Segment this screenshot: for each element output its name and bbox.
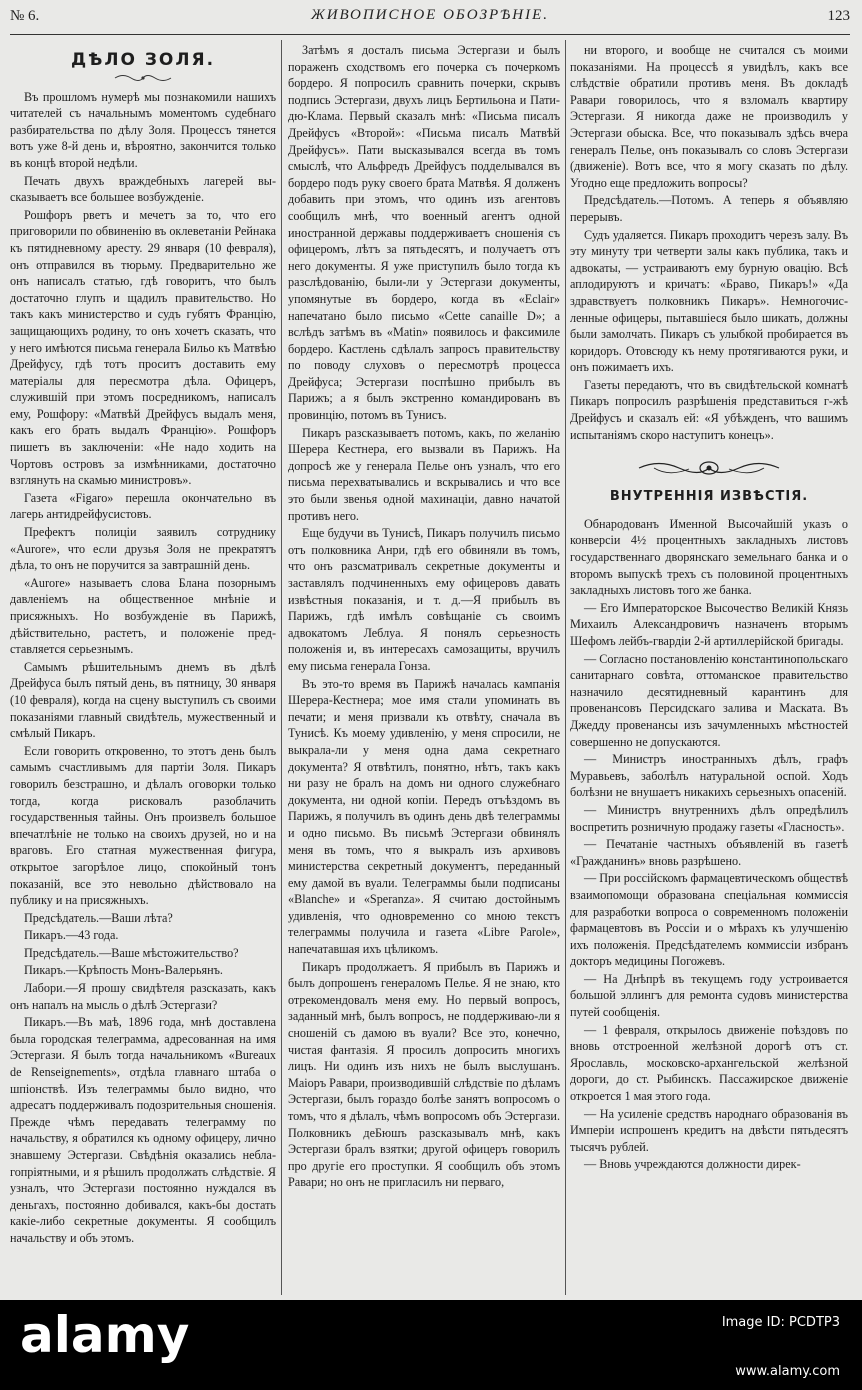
paragraph: Судъ удаляется. Пикаръ проходитъ черезъ залу. Въ эту минуту три четверти залы какъ публика, такъ и адвокаты, — устраиваютъ ему бурную овацію. Всѣ аплодируютъ и кричатъ: «Браво, Пикаръ!» «Да здравствуетъ полковникъ Пикаръ». Немногочисленные офицеры, пытавшіеся было шикать, должны были замолчать. Пикаръ съ улыбкой пробирается въ коридоръ. Отовсюду къ нему протягиваются руки, и онъ пожимаетъ ихъ. [570,227,848,375]
scroll-ornament-icon [113,73,173,83]
paragraph: Еще будучи въ Тунисѣ, Пикаръ получилъ письмо отъ полковника Анри, гдѣ его обвиняли въ томъ, что онъ разсматривалъ секретные документы и заставлялъ подчиненныхъ ему офицеровъ давать извѣстныя показанія, и т. д.—Я прибылъ въ Парижъ, гдѣ имѣлъ совѣщаніе съ своимъ адвокатомъ Леблуа. Я понялъ серьезность положенія и, въ интересахъ самозащиты, вручилъ ему письма генерала Гонза. [288,526,560,673]
paragraph: — Согласно постановленію константинопольскаго санитарнаго совѣта, оттоманское правительство назначило десятидневный карантинъ для провенансовъ Персидскаго залива и Маската. Въ Джедду провенансы изъ зачумленныхъ мѣстностей совершенно не допускаются. [570,651,848,749]
floral-divider-icon [634,457,784,479]
article-body [570,42,848,443]
paragraph: Газета «Figaro» перешла окончательно въ лагерь антидрейфусистовъ. [10,490,276,522]
paragraph: Въ прошломъ нумерѣ мы познакомили нашихъ читателей съ начальнымъ моментомъ судебнаго разбирательства по дѣлу Золя. Процессъ тянется вотъ уже 8-й день и, вѣроятно, закончится только въ концѣ второй недѣли. [10,89,276,170]
column-divider [565,40,566,1295]
paragraph: — Вновь учреждаются должности дирек- [584,1157,801,1172]
paragraph: Префектъ полиціи заявилъ сотруднику «Aurore», что если друзья Золя не прекратятъ дѣла, то онъ не поручится за завтрашній день. [10,525,276,573]
paragraph: «Aurore» называетъ слова Блана позорнымъ давленіемъ на общественное мнѣніе и присяжныхъ. Но возбужденіе въ Парижѣ, дѣйствительно, растетъ, и положеніе представляется серьезнымъ. [10,575,276,657]
article-body [288,42,560,1191]
paragraph: Обнародованъ Именной Высочайшій указъ о конверсіи 4½ процентныхъ закладныхъ листовъ государственнаго дворянскаго земельнаго банка и о второмъ выпускѣ трехъ съ половиной процентныхъ закладныхъ листовъ того же банка. [570,516,848,598]
column-3 [570,42,848,1292]
paragraph: Самымъ рѣшительнымъ днемъ въ дѣлѣ Дрейфуса былъ пятый день, въ пятницу, 30 января (10 февраля), когда на сцену выступилъ съ своими показаніями главный свидѣтель, мужественный и смѣлый Пикаръ. [10,659,276,741]
paragraph: Газеты передаютъ, что въ свидѣтельской комнатѣ Пикаръ попросилъ разрѣшенія представиться г-жѣ Дрейфусъ и сказалъ ей: «Я убѣжденъ, что вашимъ испытаніямъ скоро наступитъ конецъ». [570,377,848,442]
paragraph: Пикаръ.—43 года. [24,928,119,943]
paragraph: Рошфоръ рветъ и мечетъ за то, что его приговорили по обвиненію въ оклеветаніи Рейнака къ пятидневному аресту. 29 января (10 февраля), онъ отправился въ тюрьму. Предварительно же онъ написалъ статью, гдѣ говоритъ, что былъ достаточно глупъ и щадилъ правительство. Но такъ какъ министерство и судъ губятъ Францію, защищающихъ родину, то онъ хочетъ сказать, что у него имѣются письма генерала Бильо къ Матвѣю Дрейфусу, гдѣ тотъ проситъ доставить ему матеріалы для пересмотра дѣла. Офицеръ, служившій при этомъ посредникомъ, написалъ ему, Рошфору: «Матвѣй Дрейфусъ выдалъ меня, какъ его брать выдалъ Францію». Рошфоръ пишетъ въ заключеніи: «Не надо ходить на Чортовъ островъ за измѣнниками, достаточно взглянуть на скамью министровъ». [10,207,276,488]
paragraph: — На усиленіе средствъ народнаго образованія въ Имперіи испрошенъ кредитъ на двѣсти пятьдесятъ тысячъ рублей. [570,1106,848,1154]
paragraph: Предсѣдатель.—Ваши лѣта? [24,910,173,925]
paragraph: Затѣмъ я досталъ письма Эстергази и былъ пораженъ сходствомъ его почерка съ почеркомъ бордеро. Я попросилъ сравнить почерки, скрывъ подпись Эстергази, двухъ лицъ Бертильона и Пати-дю-Клама. Первый сказалъ мнѣ: «Письма писалъ Дрейфусъ «Второй»: «Письма писалъ Матвѣй Дрейфусъ». Пати высказывался всегда въ томъ смыслѣ, что Альфредъ Дрейфусъ подделывался въ бордеро подъ руку своего брата Матвѣя. Я долженъ добавить при этомъ, что одинъ изъ агентовъ сообщилъ мнѣ, что военный агентъ одной иностранной державы поддерживаетъ сношенія съ офицеромъ, лѣтъ за пятьдесятъ, и получаетъ отъ него документы. Я уже приступилъ было тогда къ разслѣдованію, были-ли у Эстергази документы, упомянутые въ бордеро, когда въ «Eclair» напечатано было письмо «Cette canaille D»; а вслѣдъ затѣмъ въ «Matin» появилось и факсимиле бордеро. Кастлень сдѣлалъ запросъ правительству по поводу слуховъ о пересмотрѣ процесса Дрейфуса; Эстергази поспѣшно прибылъ въ Парижъ; а я былъ экстренно командированъ въ провинцію, потомъ въ Тунисъ. [288,43,560,423]
alamy-logo: alamy [20,1306,190,1364]
paragraph: Пикаръ.—Въ маѣ, 1896 года, мнѣ доставлена была городская телеграмма, адресованная на имя Эстергази. Я былъ тогда начальникомъ «Bureaux de Renseignements», отдѣла главнаго штаба о шпіонствѣ. Изъ телеграммы было видно, что адресатъ поддерживалъ подозрительныя сношенія. Прежде чѣмъ передавать телеграмму по начальству, я обратился къ одному офицеру, лично знавшему Эстергази. Свѣдѣнія оказались неблагопріятными, и я рѣшилъ продолжать слѣдствіе. Я узналъ, что Эстергази постоянно нуждался въ деньгахъ, постоянно добивался, какъ-бы достать какіе-либо секретные документы. Я сообщилъ начальству и объ этомъ. [10,1015,276,1245]
paragraph: Печать двухъ враждебныхъ лагерей высказываетъ все большее возбужденіе. [10,173,276,205]
paragraph: Лабори.—Я прошу свидѣтеля разсказать, какъ онъ напалъ на мысль о дѣлѣ Эстергази? [10,981,276,1012]
paragraph: — 1 февраля, открылось движеніе поѣздовъ по вновь отстроенной желѣзной дорогѣ отъ ст. Ярославль, московско-архангельской желѣзной дороги, до ст. Рыбинскъ. Пассажирское движеніе откроется 1 мая этого года. [570,1022,848,1104]
issue-number: № 6. [10,8,40,24]
paragraph: — Министръ иностранныхъ дѣлъ, графъ Муравьевъ, заболѣлъ натуральной оспой. Ходъ болѣзни не внушаетъ никакихъ серьезныхъ опасеній. [570,752,848,800]
column-2 [288,42,560,1292]
paragraph: — На Днѣпрѣ въ текущемъ году устроивается большой эллингъ для ремонта судовъ министерства путей сообщенія. [570,971,848,1020]
paragraph: ни второго, и вообще не считался съ моими показаніями. На процессѣ я увидѣлъ, какъ все слѣдствіе обратили противъ меня. Въ докладѣ Равари говорилось, что я взломалъ квартиру Эстергази. Я никогда даже не производилъ у Эстергази обыска. Все, что показывалъ здѣсь вчера генералъ Пелье, онъ показывалъ со словъ Эстергази (движеніе). Вотъ все, что я могу сказать по дѣлу. Угодно еще предложить вопросы? [570,43,848,190]
journal-title: ЖИВОПИСНОЕ ОБОЗРѢНІЕ. [310,7,550,23]
article-title: ДѢЛО ЗОЛЯ. [70,50,216,70]
image-id-text: Image ID: PCDTP3 [721,1315,840,1330]
paragraph: — Министръ внутреннихъ дѣлъ опредѣлилъ воспретить розничную продажу газеты «Гласность». [570,802,848,834]
column-divider [281,40,282,1295]
paragraph: Въ это-то время въ Парижѣ началась кампанія Шерера-Кестнера; мое имя стали упоминать въ печати; и меня призвали къ отвѣту, сначала въ Тунисѣ. Къ моему удивленію, у меня спросили, не выкрала-ли у меня одна дама секретнаго документа? Я отвѣтилъ, понятно, нѣтъ, такъ какъ ни разу не бралъ на домъ ни одного служебнаго документа, ни одной копіи. Передъ отъѣздомъ въ Парижъ, я получилъ въ одинъ день двѣ телеграммы и одно письмо. Въ письмѣ Эстергази обвинялъ меня въ томъ, что я выкралъ изъ архивовъ министерства секретный документъ, переданный ему дамой въ вуали. Телеграммы были подписаны «Blanche» и «Speranza». Я считаю достойнымъ удивленія, что одновременно со мною текстъ телеграммы получила и газета «Libre Parole», напечатавшая ихъ цѣликомъ. [288,676,560,957]
paragraph: Пикаръ.—Крѣпость Монъ-Валерьянъ. [24,963,223,978]
image-id [722,1312,840,1334]
article-body [10,89,276,1247]
paragraph: Если говорить откровенно, то этотъ день былъ самымъ счастливымъ для партіи Золя. Пикаръ говорилъ безстрашно, и дѣлалъ оговорки только тогда, когда рисковалъ разоблачить государственныя тайны. Онъ произвелъ большое впечатлѣніе не только на своихъ друзей, но и на враговъ. Его статная мужественная фигура, открытое загорѣлое лицо, спокойный тонъ показаній, все это невольно дѣйствовало на публику и на присяжныхъ. [10,743,276,908]
paragraph: Предсѣдатель.—Ваше мѣстожительство? [24,945,239,960]
paragraph: Пикаръ разсказываетъ потомъ, какъ, по желанію Шерера Кестнера, его вызвали въ Парижъ. На допросѣ же у генерала Пелье онъ узналъ, что его письма перехватывались и вскрывались и что все это были звенья одной махинаціи, давно начатой противъ него. [288,425,560,523]
paragraph: — При россійскомъ фармацевтическомъ обществѣ взаимопомощи образована спеціальная коммиссія для разработки вопроса о современномъ положеніи фармацевтовъ въ Россіи и о мѣрахъ къ улучшенію ихъ положенія. Предсѣдателемъ коммиссіи избранъ докторъ медицины Погожевъ. [570,871,848,969]
section-title: ВНУТРЕННІЯ ИЗВѢСТІЯ. [609,489,809,505]
page-header [10,0,850,35]
stock-watermark-bar [0,1300,862,1390]
watermark-url: www.alamy.com [735,1364,840,1379]
column-1 [10,42,276,1292]
paragraph: Предсѣдатель.—Потомъ. А теперь я объявляю перерывъ. [570,193,848,224]
paragraph: — Его Императорское Высочество Великій Князь Михаилъ Александровичъ назначенъ вторымъ Шефомъ лейбъ-гвардіи 2-й артиллерійской бригады. [570,600,848,648]
paragraph: Пикаръ продолжаетъ. Я прибылъ въ Парижъ и былъ допрошенъ генераломъ Пелье. Я не знаю, кто отрекомендовалъ меня ему. Но первый вопросъ, заданный мнѣ, былъ вопросъ, не поддерживаю-ли я сношеній съ дамою въ вуали? Все это, конечно, чистая фантазія. Я просилъ допросить многихъ лицъ. Ни одинъ изъ нихъ не былъ выслушанъ. Маіоръ Равари, производившій слѣдствіе по дѣламъ Эстергази, былъ гораздо болѣе занятъ вопросомъ о томъ, что я дѣлалъ, чѣмъ вопросомъ объ Эстергази. Полковникъ деБюшъ разсказывалъ мнѣ, какъ Эстергази бралъ взятки; другой офицеръ говорилъ про другіе его проступки. Я сообщилъ объ этомъ Равари; но онъ не пригласилъ ни перваго, [288,959,560,1190]
section-body [570,516,848,1173]
page-number: 123 [827,8,850,24]
paragraph: — Печатаніе частныхъ объявленій въ газетѣ «Гражданинъ» вновь разрѣшено. [570,837,848,868]
